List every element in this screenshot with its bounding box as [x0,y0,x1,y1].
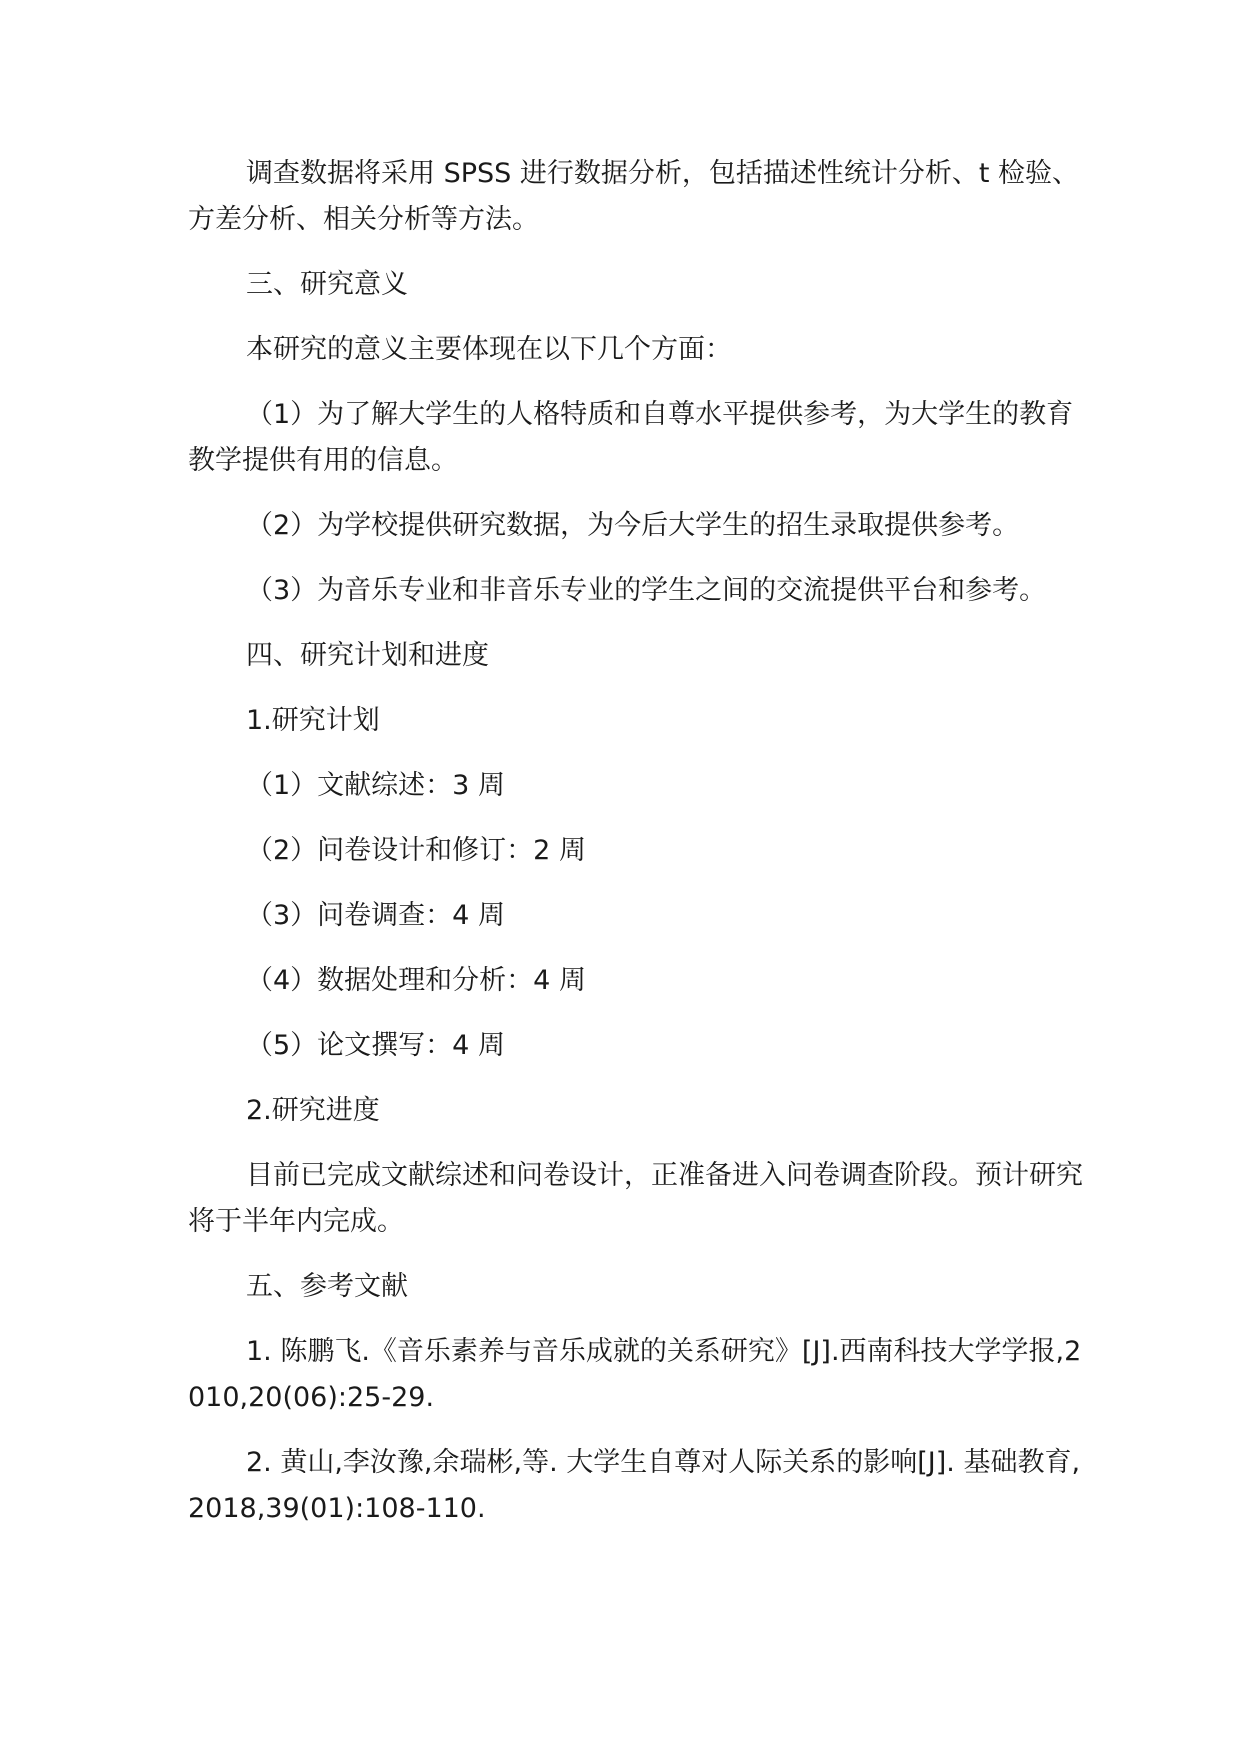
list-item-plan-4: （4）数据处理和分析：4 周 [246,965,586,996]
reference-item-1: 1. 陈鹏飞.《音乐素养与音乐成就的关系研究》[J].西南科技大学学报,2010,20(06):25-29. [188,1336,1082,1413]
subheading-research-progress: 2.研究进度 [246,1095,380,1126]
list-item-significance-3: （3）为音乐专业和非音乐专业的学生之间的交流提供平台和参考。 [246,575,1047,606]
heading-research-plan-progress: 四、研究计划和进度 [246,640,489,671]
paragraph-progress-status: 目前已完成文献综述和问卷设计，正准备进入问卷调查阶段。预计研究将于半年内完成。 [188,1160,1083,1237]
heading-references: 五、参考文献 [246,1271,408,1302]
document-body [188,151,1088,1551]
list-item-plan-1: （1）文献综述：3 周 [246,770,505,801]
subheading-research-plan: 1.研究计划 [246,705,380,736]
list-item-plan-5: （5）论文撰写：4 周 [246,1030,505,1061]
list-item-plan-2: （2）问卷设计和修订：2 周 [246,835,586,866]
paragraph-analysis-methods: 调查数据将采用 SPSS 进行数据分析，包括描述性统计分析、t 检验、方差分析、相关分析等方法。 [188,158,1080,235]
reference-item-2: 2. 黄山,李汝豫,余瑞彬,等. 大学生自尊对人际关系的影响[J]. 基础教育,2018,39(01):108-110. [188,1447,1081,1524]
list-item-plan-3: （3）问卷调查：4 周 [246,900,505,931]
list-item-significance-2: （2）为学校提供研究数据，为今后大学生的招生录取提供参考。 [246,510,1020,541]
heading-research-significance: 三、研究意义 [246,269,408,300]
list-item-significance-1: （1）为了解大学生的人格特质和自尊水平提供参考，为大学生的教育教学提供有用的信息。 [188,399,1074,476]
paragraph-significance-intro: 本研究的意义主要体现在以下几个方面： [246,334,732,365]
